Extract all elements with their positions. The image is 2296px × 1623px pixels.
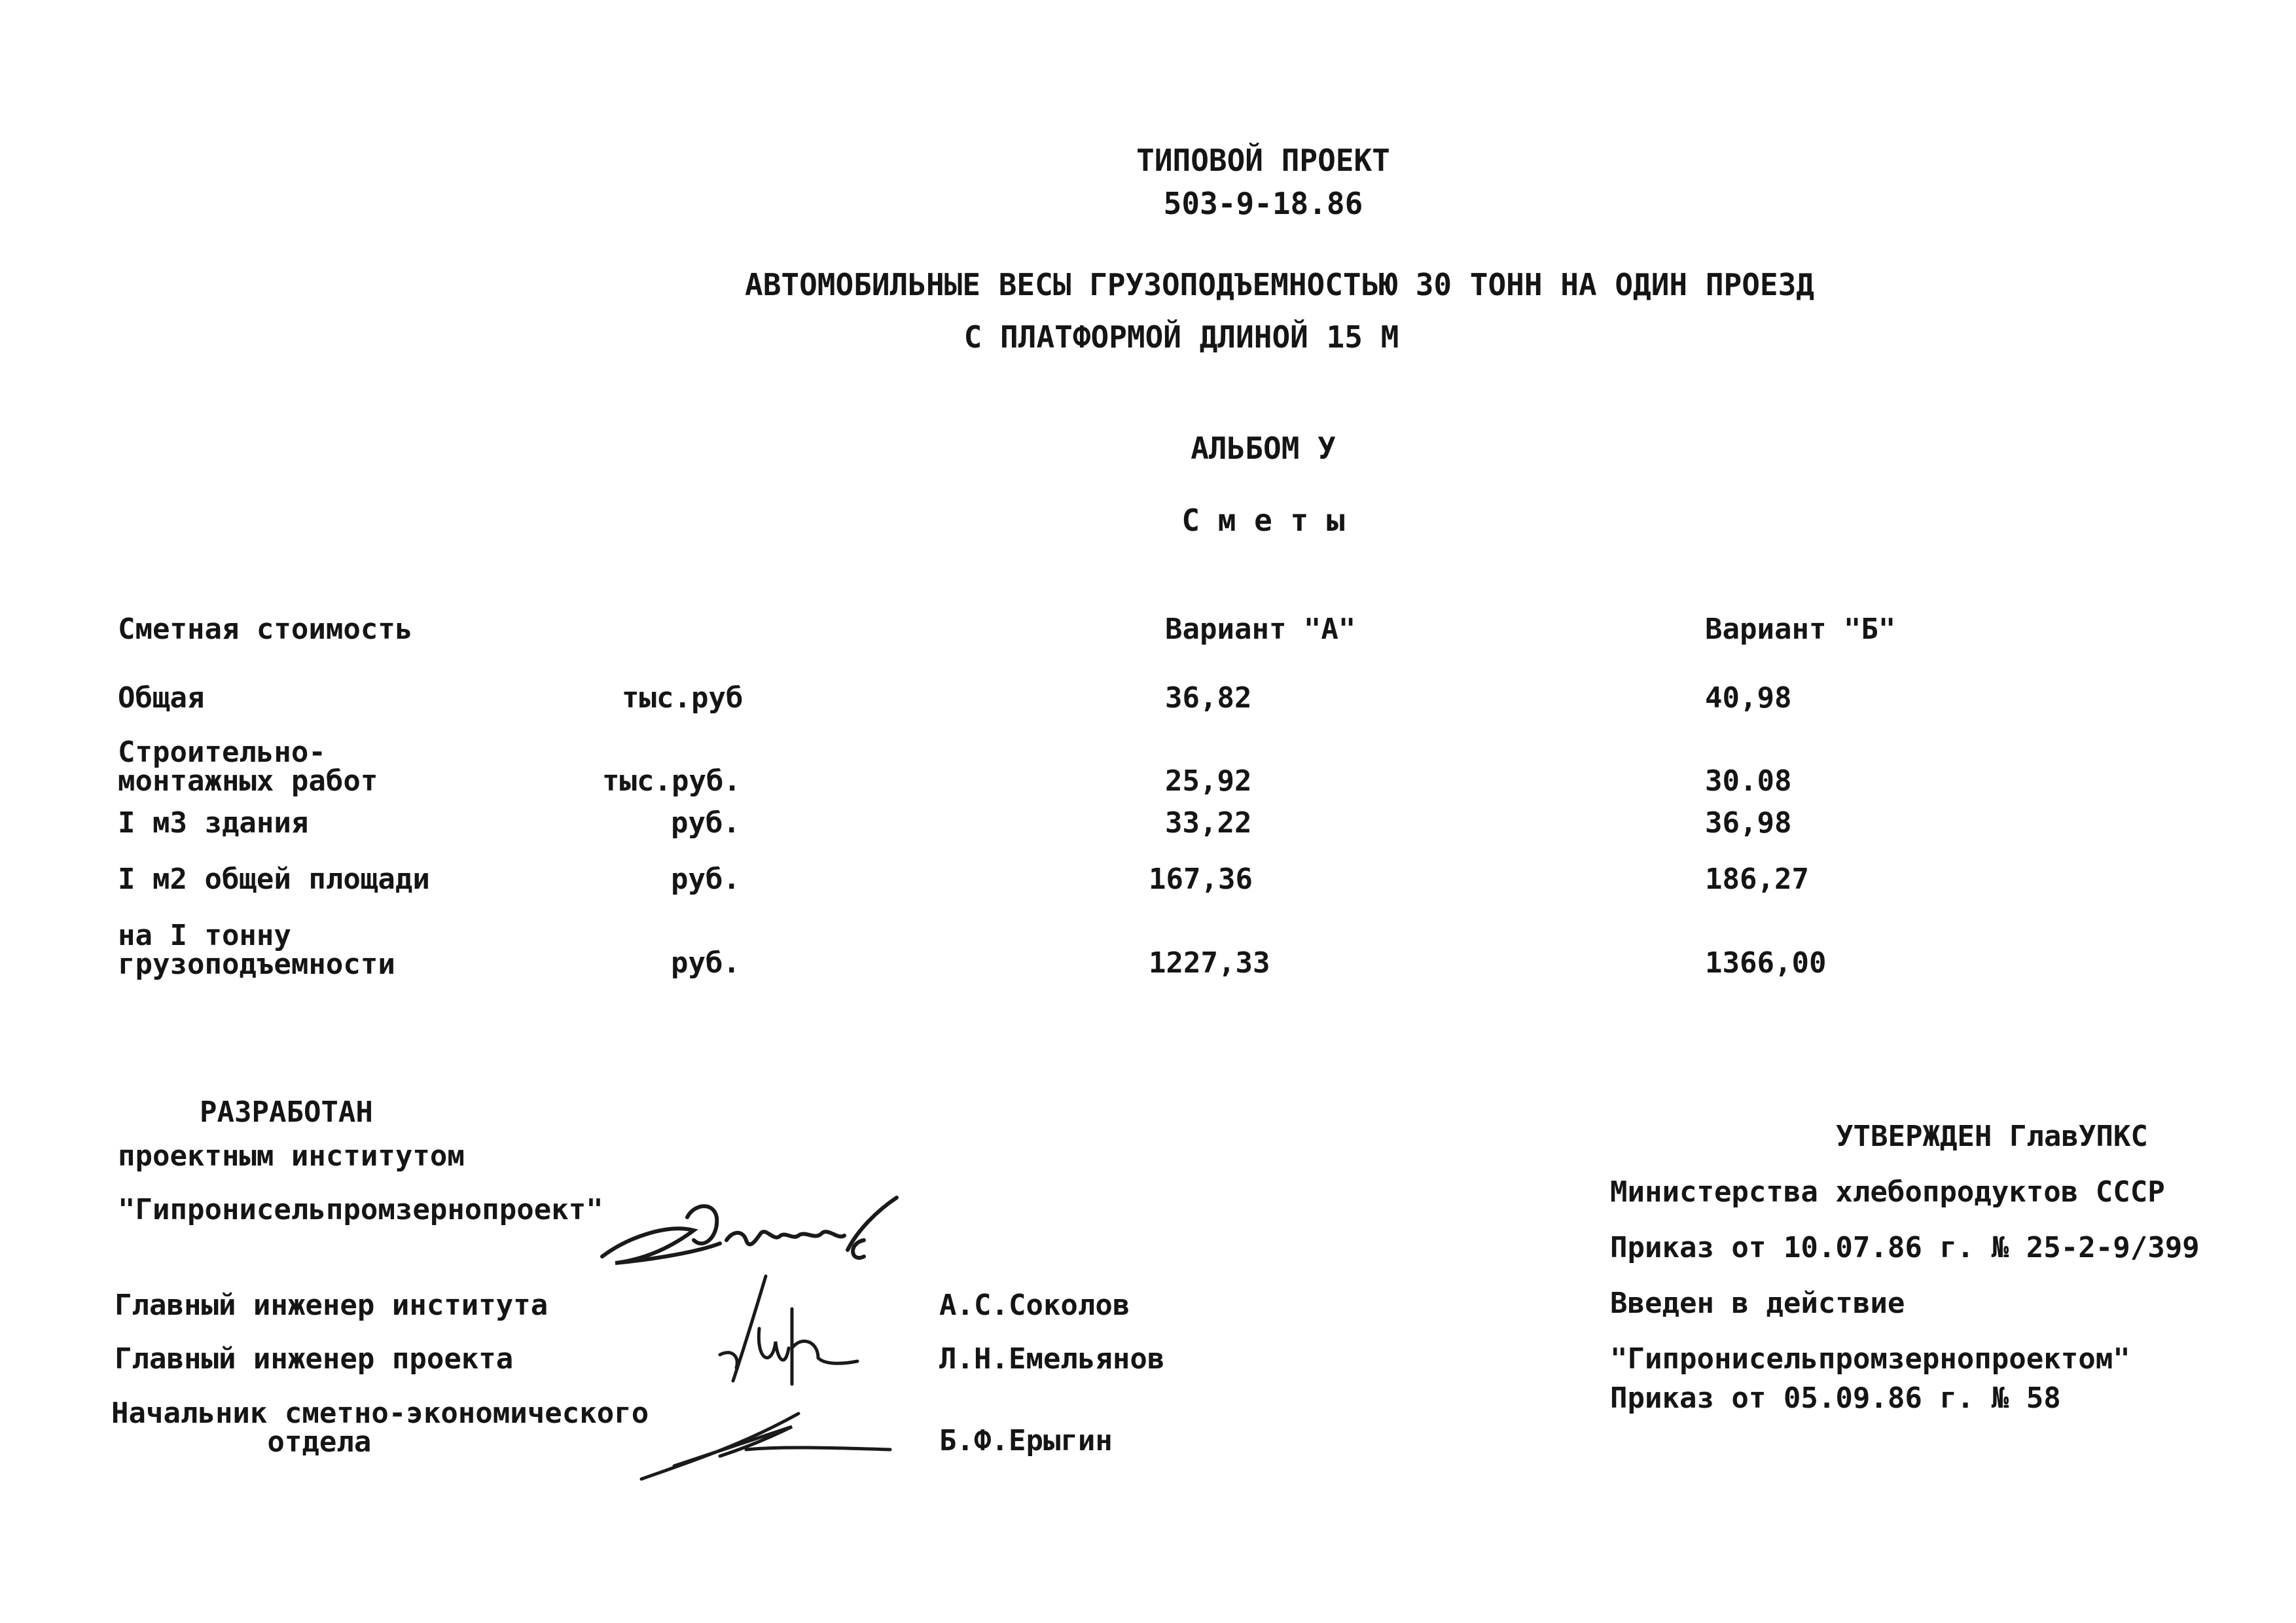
project-title-line2: С ПЛАТФОРМОЙ ДЛИНОЙ 15 М [963, 319, 1399, 355]
cost-header-variant-b: Вариант "Б" [1705, 613, 1896, 646]
cost-row-value-b: 186,27 [1705, 863, 1809, 896]
cost-row-value-a: 167,36 [1149, 863, 1253, 896]
role-title: Начальник сметно-экономического отдела [111, 1397, 649, 1459]
cost-row-unit: тыс.руб [622, 681, 744, 715]
approval-order-2: Приказ от 05.09.86 г. № 58 [1610, 1382, 2061, 1415]
album-label: АЛЬБОМ У [1191, 431, 1336, 466]
signature-emelyanov [694, 1270, 877, 1387]
cost-row-value-b: 1366,00 [1705, 946, 1827, 980]
cost-row-label: Строительно- монтажных работ [118, 736, 378, 798]
doc-type-title: ТИПОВОЙ ПРОЕКТ [1136, 143, 1390, 178]
cost-row-value-a: 1227,33 [1149, 946, 1270, 980]
cost-row-label: Общая [118, 681, 205, 715]
approval-enacted-by: "Гипронисельпромзернопроектом" [1610, 1342, 2130, 1376]
approval-order: Приказ от 10.07.86 г. № 25-2-9/399 [1610, 1231, 2200, 1264]
cost-header-variant-a: Вариант "А" [1165, 613, 1356, 646]
developer-line: проектным институтом [118, 1139, 465, 1173]
developer-institute: "Гипронисельпромзернопроект" [118, 1193, 603, 1226]
role-person-name: Л.Н.Емельянов [939, 1342, 1165, 1376]
cost-row-value-a: 33,22 [1165, 806, 1252, 840]
cost-row-value-b: 30.08 [1705, 764, 1792, 798]
cost-row-unit: руб. [671, 863, 740, 896]
cost-row-label: I м2 общей площади [118, 863, 430, 896]
role-title: Главный инженер института [115, 1289, 548, 1322]
role-title: Главный инженер проекта [115, 1342, 514, 1376]
developer-heading: РАЗРАБОТАН [200, 1096, 373, 1129]
cost-row-label: I м3 здания [118, 806, 309, 840]
project-title-line1: АВТОМОБИЛЬНЫЕ ВЕСЫ ГРУЗОПОДЪЕМНОСТЬЮ 30 ТОНН НА ОДИН ПРОЕЗД [745, 267, 1814, 302]
signature-erygin [635, 1400, 897, 1492]
role-person-name: А.С.Соколов [939, 1289, 1130, 1322]
cost-row-value-a: 25,92 [1165, 764, 1252, 798]
approval-enacted: Введен в действие [1610, 1287, 1905, 1320]
cost-row-unit: тыс.руб. [602, 764, 741, 798]
cost-row-value-b: 40,98 [1705, 681, 1792, 715]
approval-heading: УТВЕРЖДЕН ГлавУПКС [1836, 1120, 2148, 1153]
cost-row-unit: руб. [671, 806, 740, 840]
cost-row-label: на I тонну грузоподъемности [118, 919, 395, 981]
project-number: 503-9-18.86 [1163, 186, 1363, 221]
signature-sokolov [589, 1178, 929, 1283]
role-person-name: Б.Ф.Ерыгин [939, 1424, 1113, 1457]
cost-row-value-b: 36,98 [1705, 806, 1792, 840]
cost-row-unit: руб. [671, 946, 740, 980]
section-title: С м е т ы [1181, 503, 1345, 538]
cost-row-value-a: 36,82 [1165, 681, 1252, 715]
approval-ministry: Министерства хлебопродуктов СССР [1610, 1175, 2165, 1209]
cost-header-label: Сметная стоимость [118, 613, 413, 646]
